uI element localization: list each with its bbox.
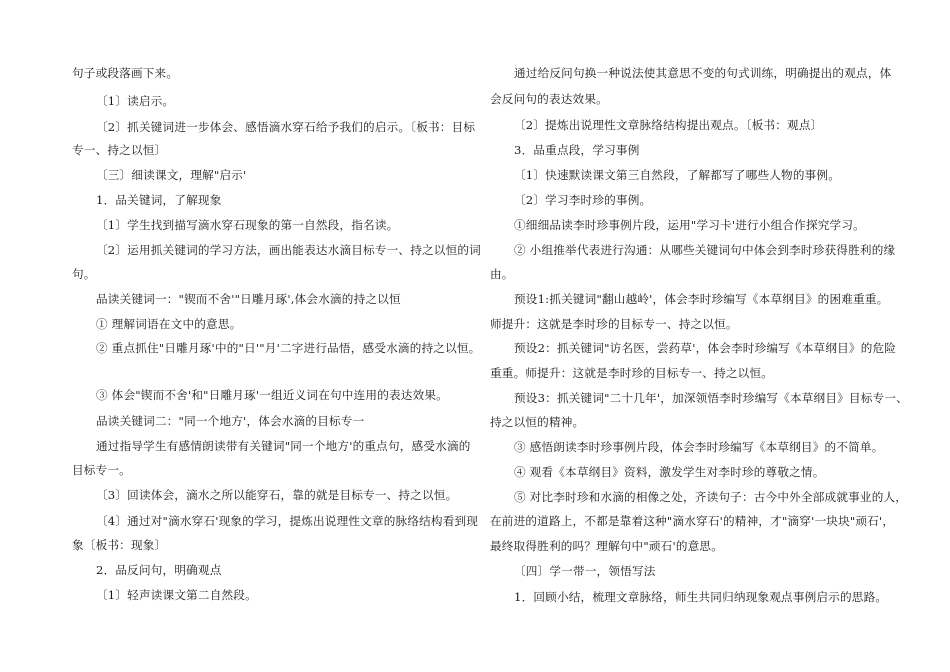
left-line-8: 〔2〕运用抓关键词的学习方法，画出能表达水滴目标专一、持之以恒的词 [96,243,481,257]
right-line-10: 预设1:抓关键词"翻山越岭'，体会李时珍编写《本草纲目》的困难重重。 [514,292,889,306]
right-line-6: 〔2〕学习李时珍的事例。 [514,193,652,207]
left-line-9: 句。 [72,267,96,281]
right-line-11: 师提升：这就是李时珍的目标专一、持之以恒。 [490,317,738,331]
left-line-12: ② 重点抓住"日雕月琢'中的"日'"月'二字进行品悟，感受水滴的持之以恒。 [96,341,481,355]
left-line-19: 象〔板书：现象〕 [72,538,167,552]
left-line-2: 〔1〕读启示。 [96,94,175,108]
right-line-16: ③ 感悟朗读李时珍事例片段，体会李时珍编写《本草纲目》的不简单。 [514,440,884,454]
right-line-17: ④ 观看《本草纲目》资料，激发学生对李时珍的尊敬之情。 [514,465,825,479]
left-line-17: 〔3〕回读体会，滴水之所以能穿石，靠的就是目标专一、持之以恒。 [96,488,458,502]
right-line-18: ⑤ 对比李时珍和水滴的相像之处，齐读句子：古今中外全部成就事业的人， [514,490,908,504]
right-line-20: 最终取得胜利的吗？理解句中"顽石'的意思。 [490,539,724,553]
left-line-14: 品读关键词二："同一个地方'，体会水滴的目标专一 [96,414,365,428]
left-line-4: 专一、持之以恒〕 [72,143,167,157]
left-line-15: 通过指导学生有感情朗读带有关键词"同一个地方'的重点句，感受水滴的 [96,439,471,453]
left-line-10: 品读关键词一："锲而不舍'"日雕月琢',体会水滴的持之以恒 [96,292,401,306]
right-line-8: ② 小组推举代表进行沟通：从哪些关键词句中体会到李时珍获得胜利的缘 [514,243,896,257]
left-line-20: 2．品反问句，明确观点 [96,563,222,577]
right-line-21: 〔四〕学一带一，领悟写法 [514,564,656,578]
right-line-9: 由。 [490,267,514,281]
left-line-21: 〔1〕轻声读课文第二自然段。 [96,588,257,602]
right-line-19: 在前进的道路上，不都是靠着这种"滴水穿石'的精神，才"滴穿'一块块"顽石'， [490,514,895,528]
right-line-1: 通过给反问句换一种说法使其意思不变的句式训练，明确提出的观点，体 [514,66,892,80]
left-line-7: 〔1〕学生找到描写滴水穿石现象的第一自然段，指名读。 [96,218,399,232]
left-line-1: 句子或段落画下来。 [72,66,179,80]
right-line-14: 预设3：抓关键词"二十几年'，加深领悟李时珍编写《本草纲目》目标专一、 [514,391,908,405]
right-line-13: 重重。师提升：这就是李时珍的目标专一、持之以恒。 [490,366,774,380]
right-line-5: 〔1〕快速默读课文第三自然段，了解都写了哪些人物的事例。 [514,168,841,182]
left-line-18: 〔4〕通过对"滴水穿石'现象的学习，提炼出说理性文章的脉络结构看到现 [96,514,479,528]
left-line-5: 〔三〕细读课文，理解"启示' [96,168,247,182]
right-line-15: 持之以恒的精神。 [490,415,585,429]
left-line-6: 1．品关键词，了解现象 [96,193,222,207]
right-line-4: 3．品重点段，学习事例 [514,143,640,157]
right-line-2: 会反问句的表达效果。 [490,92,608,106]
left-line-13: ③ 体会"锲而不舍'和"日雕月琢'一组近义词在句中连用的表达效果。 [96,388,448,402]
right-line-22: 1．回顾小结，梳理文章脉络，师生共同归纳现象观点事例启示的思路。 [514,590,888,604]
right-line-3: 〔2〕提炼出说理性文章脉络结构提出观点。〔板书：观点〕 [514,118,823,132]
left-line-3: 〔2〕抓关键词进一步体会、感悟滴水穿石给予我们的启示。〔板书：目标 [96,120,476,134]
right-line-12: 预设2：抓关键词"访名医，尝药草'，体会李时珍编写《本草纲目》的危险 [514,341,897,355]
right-line-7: ①细细品读李时珍事例片段，运用"学习卡'进行小组合作探究学习。 [514,218,865,232]
left-line-11: ① 理解词语在文中的意思。 [96,317,242,331]
left-line-16: 目标专一。 [72,463,131,477]
